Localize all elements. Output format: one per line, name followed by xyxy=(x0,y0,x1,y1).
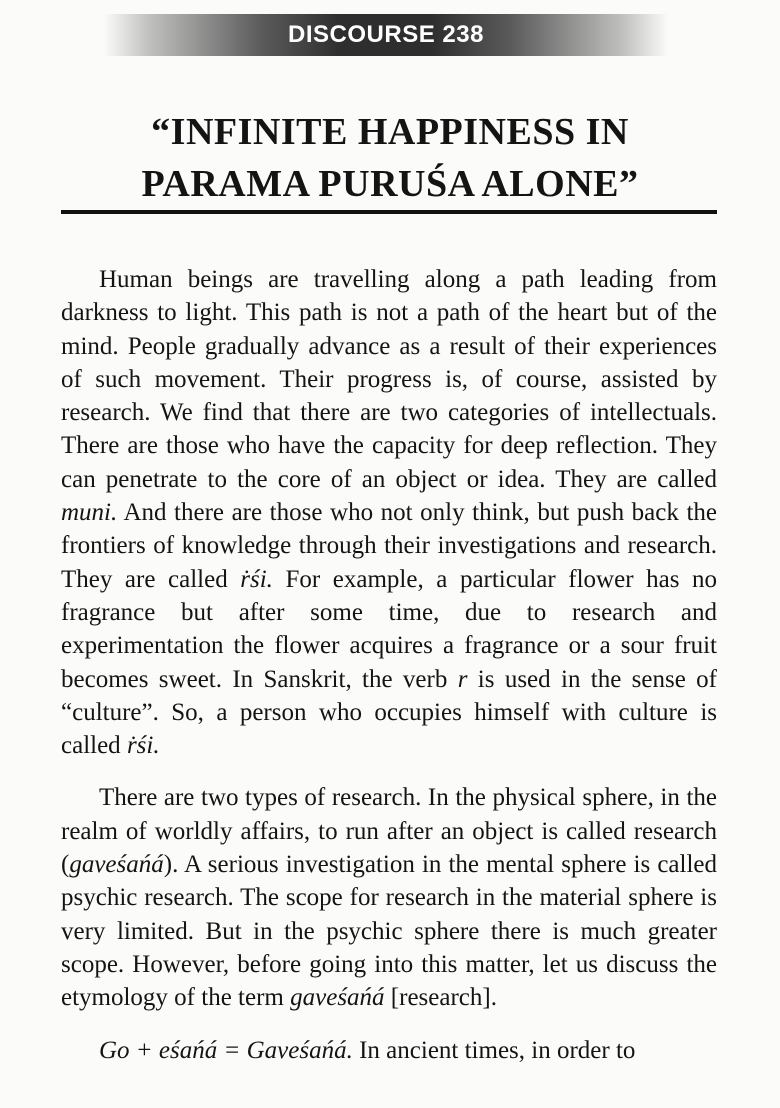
body-text xyxy=(61,263,717,1086)
p1-text-a: Human beings are travelling along a path leading from darkness to light. This path is not a path of the heart but of the mind. People gradually advance as a result of their experiences of such movement. Their progress is, of course, assisted by research. We find that there are two categories of intellectuals. There are those who have the capacity for deep reflection. They can penetrate to the core of an object or idea. They are called xyxy=(61,266,717,493)
p1-text-c: And there are those who not only think, but push back the frontiers of knowledge through their investigations and research. They are called xyxy=(61,499,717,593)
p2-text-e: [research]. xyxy=(384,984,497,1012)
discourse-title xyxy=(40,106,740,210)
p1-term-r: r xyxy=(457,665,468,693)
p2-term-gavesana-2: gaveśańá xyxy=(290,984,385,1012)
p1-text-g: is used in the sense of “culture”. So, a person who occupies himself with culture is called xyxy=(61,665,718,760)
discourse-banner xyxy=(104,14,668,56)
p3-equation: Go + eśańá = Gaveśańá. xyxy=(99,1036,353,1064)
title-line-2: PARAMA PURUŚA ALONE” xyxy=(141,163,639,205)
p1-text-e: For example, a particular flower has no fragrance but after some time, due to research and experimentation the flower acquires a fragrance or a sour fruit becomes sweet. In Sanskrit, the verb xyxy=(61,565,717,693)
paragraph-3 xyxy=(61,1034,717,1067)
p1-term-muni: muni. xyxy=(61,499,118,527)
p3-text-b: In ancient times, in order to xyxy=(352,1036,636,1064)
title-divider xyxy=(61,210,717,214)
p2-term-gavesana: gaveśańá xyxy=(69,851,164,879)
paragraph-2 xyxy=(61,781,717,1014)
discourse-number: DISCOURSE 238 xyxy=(288,21,484,48)
p1-term-rsi: ṙśi. xyxy=(240,565,273,593)
title-line-1: “INFINITE HAPPINESS IN xyxy=(151,111,629,153)
p1-term-rsi-2: ṙśi. xyxy=(126,732,160,760)
p2-text-c: ). A serious investigation in the mental sphere is called psychic research. The scope for research in the material sphere is very limited. But in the psychic sphere there is much greater scope. However, before going into this matter, let us discuss the etymology of the term xyxy=(61,851,717,1012)
paragraph-1 xyxy=(61,263,717,762)
p2-text-a: There are two types of research. In the physical sphere, in the realm of worldly affairs, to run after an object is called research ( xyxy=(61,784,717,879)
